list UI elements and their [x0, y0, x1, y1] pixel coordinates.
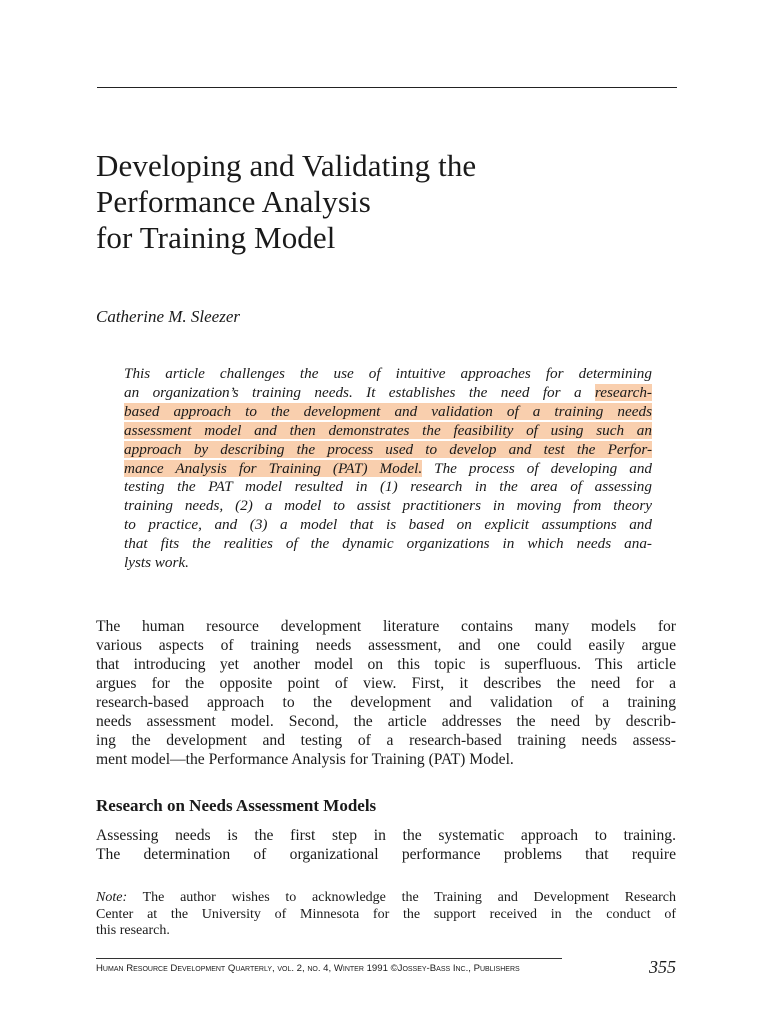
abstract-text: an organization’s training needs. It establishes the need for a — [124, 383, 595, 401]
author-note — [96, 890, 676, 940]
body-line: ing the development and testing of a research-based training needs assess- — [96, 732, 676, 749]
body-line: various aspects of training needs assessment, and one could easily argue — [96, 637, 676, 654]
author-name: Catherine M. Sleezer — [96, 307, 240, 326]
abstract-line: testing the PAT model resulted in (1) research in the area of assessing — [124, 478, 652, 496]
highlighted-text: research- — [594, 383, 652, 401]
body-line: ment model—the Performance Analysis for Training (PAT) Model. — [96, 751, 514, 768]
abstract — [124, 365, 652, 573]
page-number: 355 — [649, 957, 676, 977]
abstract-line — [124, 441, 652, 460]
highlighted-text: based approach to the development and validation of a training needs — [124, 402, 652, 420]
abstract-line — [124, 422, 652, 441]
section-line: The determination of organizational performance problems that require — [96, 846, 676, 863]
abstract-line — [124, 460, 652, 479]
highlighted-text: assessment model and then demonstrates the feasibility of using such an — [124, 421, 652, 439]
abstract-line: This article challenges the use of intuitive approaches for determining — [124, 365, 652, 382]
title-line: for Training Model — [96, 220, 336, 255]
note-line: this research. — [96, 923, 170, 938]
abstract-line — [124, 403, 652, 422]
abstract-line: that fits the realities of the dynamic organizations in which needs ana- — [124, 535, 652, 553]
body-line: needs assessment model. Second, the article addresses the need by describ- — [96, 713, 676, 730]
abstract-line: lysts work. — [124, 554, 189, 572]
abstract-text: The process of developing and — [422, 459, 653, 477]
journal-citation: Human Resource Development Quarterly, vol. 2, no. 4, Winter 1991 ©Jossey-Bass Inc., Publishers — [96, 963, 520, 974]
note-label: Note: — [96, 890, 128, 905]
body-line: research-based approach to the development and validation of a training — [96, 694, 676, 711]
note-line — [96, 890, 676, 907]
abstract-line — [124, 384, 652, 403]
article-title — [96, 148, 696, 256]
abstract-line: to practice, and (3) a model that is based on explicit assumptions and — [124, 516, 652, 534]
body-line: argues for the opposite point of view. First, it describes the need for a — [96, 675, 676, 692]
section-paragraph — [96, 826, 676, 864]
body-line: that introducing yet another model on this topic is superfluous. This article — [96, 656, 676, 673]
section-line: Assessing needs is the first step in the systematic approach to training. — [96, 827, 676, 844]
highlighted-text: mance Analysis for Training (PAT) Model. — [124, 459, 423, 477]
top-rule — [97, 87, 677, 88]
footer-rule — [96, 958, 562, 959]
body-paragraph — [96, 617, 676, 769]
note-line: Center at the University of Minnesota for the support received in the conduct of — [96, 906, 676, 922]
title-line: Developing and Validating the — [96, 148, 477, 183]
highlighted-text: approach by describing the process used to develop and test the Perfor- — [124, 440, 652, 458]
section-heading: Research on Needs Assessment Models — [96, 796, 377, 815]
abstract-line: training needs, (2) a model to assist practitioners in moving from theory — [124, 497, 652, 515]
body-line: The human resource development literature contains many models for — [96, 618, 676, 635]
title-line: Performance Analysis — [96, 184, 371, 219]
note-text: The author wishes to acknowledge the Training and Development Research — [127, 890, 676, 905]
